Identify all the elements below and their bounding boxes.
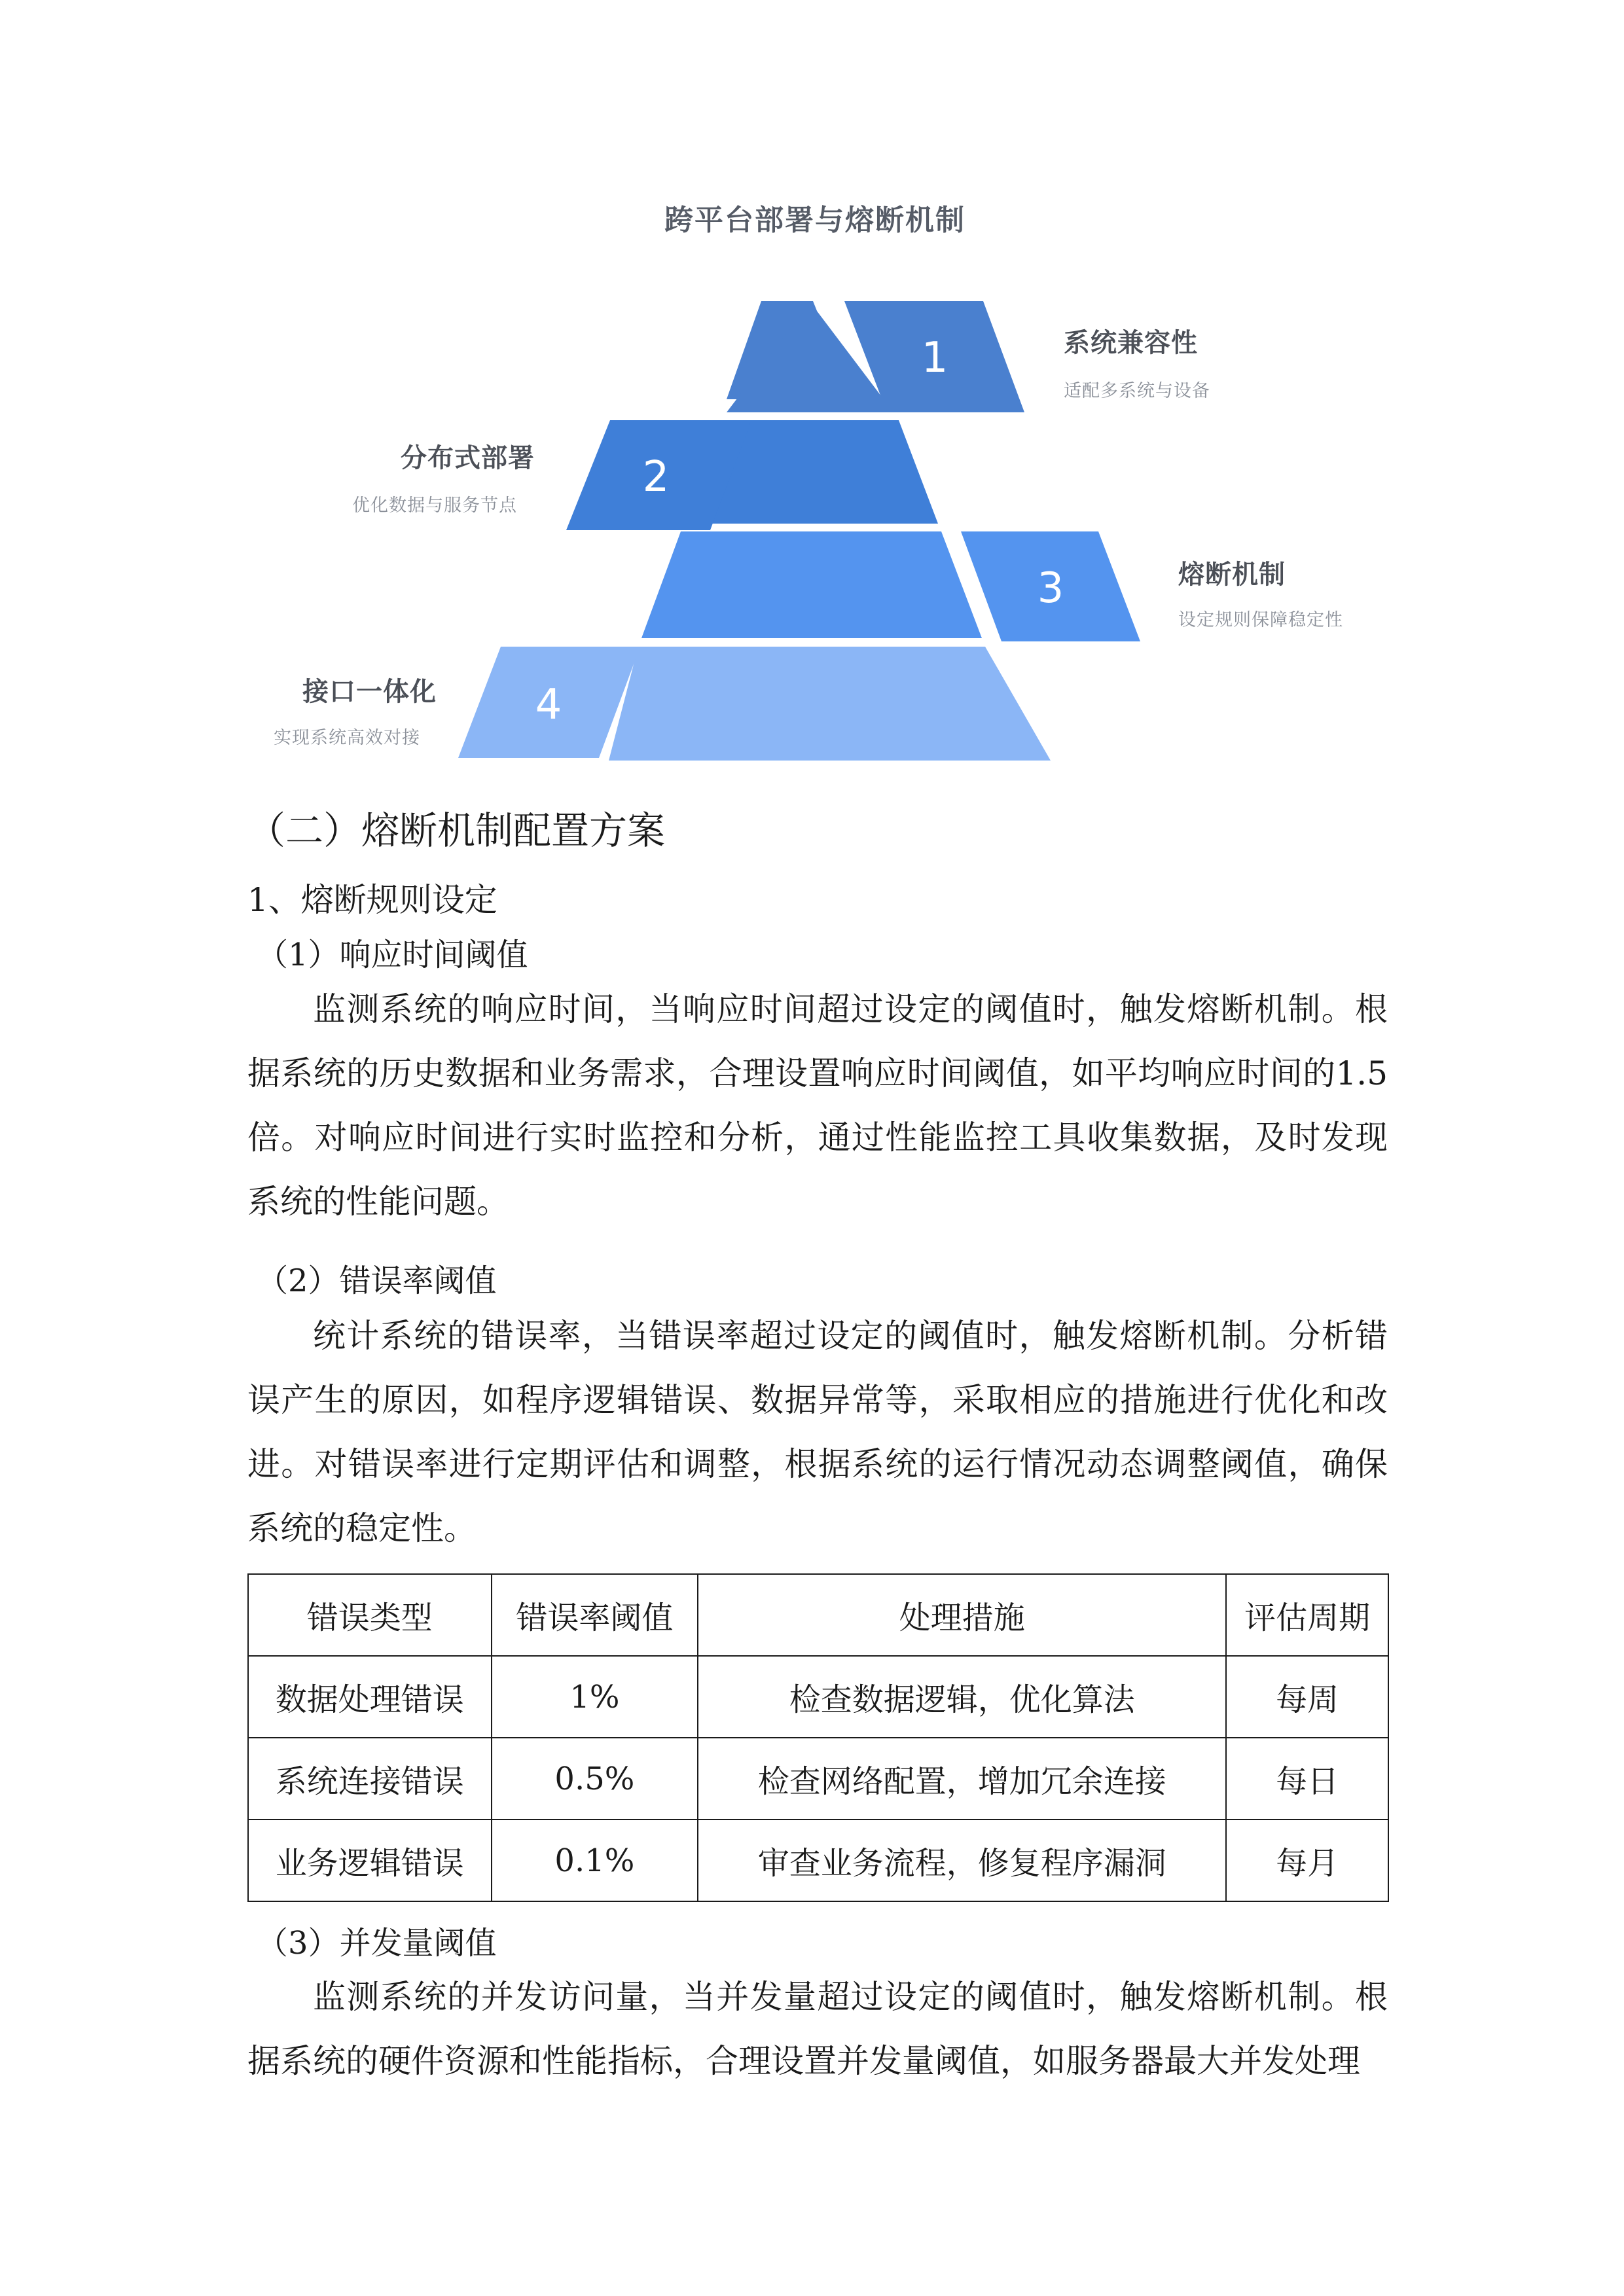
table-header-cell: 处理措施 bbox=[698, 1574, 1226, 1656]
table-cell: 每日 bbox=[1226, 1738, 1388, 1820]
table-cell: 业务逻辑错误 bbox=[248, 1820, 492, 1901]
table-cell: 数据处理错误 bbox=[248, 1656, 492, 1738]
table-cell: 0.1% bbox=[492, 1820, 698, 1901]
table-cell: 1% bbox=[492, 1656, 698, 1738]
table-header-cell: 评估周期 bbox=[1226, 1574, 1388, 1656]
table-row bbox=[248, 1738, 1388, 1820]
block-1-paragraph: 监测系统的响应时间，当响应时间超过设定的阈值时，触发熔断机制。根据系统的历史数据和业务需求，合理设置响应时间阈值，如平均响应时间的1.5倍。对响应时间进行实时监控和分析，通过性能监控工具收集数据，及时发现系统的性能问题。 bbox=[247, 990, 1388, 1221]
item-4-subtitle: 实现系统高效对接 bbox=[274, 728, 420, 748]
item-2-subtitle: 优化数据与服务节点 bbox=[352, 495, 517, 516]
pyramid-figure bbox=[0, 0, 1624, 785]
section-heading: （二）熔断机制配置方案 bbox=[247, 808, 666, 853]
table-row bbox=[248, 1820, 1388, 1901]
item-3-title: 熔断机制 bbox=[1178, 560, 1286, 590]
table-cell: 审查业务流程，修复程序漏洞 bbox=[698, 1820, 1226, 1901]
item-1-subtitle: 适配多系统与设备 bbox=[1064, 381, 1210, 401]
badge-2-number: 2 bbox=[642, 453, 670, 501]
figure-title: 跨平台部署与熔断机制 bbox=[664, 204, 965, 237]
table-cell: 系统连接错误 bbox=[248, 1738, 492, 1820]
block-3-heading: （3）并发量阈值 bbox=[257, 1925, 497, 1962]
table-cell: 0.5% bbox=[492, 1738, 698, 1820]
table-cell: 检查网络配置，增加冗余连接 bbox=[698, 1738, 1226, 1820]
block-3-paragraph: 监测系统的并发访问量，当并发量超过设定的阈值时，触发熔断机制。根据系统的硬件资源和性能指标，合理设置并发量阈值，如服务器最大并发处理 bbox=[247, 1978, 1388, 2080]
item-3-subtitle: 设定规则保障稳定性 bbox=[1178, 610, 1343, 630]
item-1-title: 系统兼容性 bbox=[1064, 328, 1198, 358]
table-header-row bbox=[248, 1574, 1388, 1656]
item-2-title: 分布式部署 bbox=[401, 443, 535, 473]
table-row bbox=[248, 1656, 1388, 1738]
badge-1-number: 1 bbox=[921, 334, 948, 382]
item-4-title: 接口一体化 bbox=[302, 677, 437, 707]
table-cell: 检查数据逻辑，优化算法 bbox=[698, 1656, 1226, 1738]
error-threshold-table bbox=[247, 1573, 1389, 1902]
table-header-cell: 错误率阈值 bbox=[492, 1574, 698, 1656]
table-header-cell: 错误类型 bbox=[248, 1574, 492, 1656]
subsection-heading: 1、熔断规则设定 bbox=[247, 881, 497, 919]
block-1-heading: （1）响应时间阈值 bbox=[257, 937, 528, 973]
pyramid-tier-4 bbox=[609, 647, 1051, 761]
block-2-heading: （2）错误率阈值 bbox=[257, 1263, 497, 1299]
badge-4-number: 4 bbox=[535, 681, 562, 729]
block-2-paragraph: 统计系统的错误率，当错误率超过设定的阈值时，触发熔断机制。分析错误产生的原因，如程序逻辑错误、数据异常等，采取相应的措施进行优化和改进。对错误率进行定期评估和调整，根据系统的运行情况动态调整阈值，确保系统的稳定性。 bbox=[247, 1317, 1388, 1547]
pyramid-tier-3 bbox=[641, 531, 982, 638]
badge-3-number: 3 bbox=[1037, 564, 1064, 613]
table-cell: 每周 bbox=[1226, 1656, 1388, 1738]
table-cell: 每月 bbox=[1226, 1820, 1388, 1901]
pyramid-diagram bbox=[0, 0, 1624, 785]
